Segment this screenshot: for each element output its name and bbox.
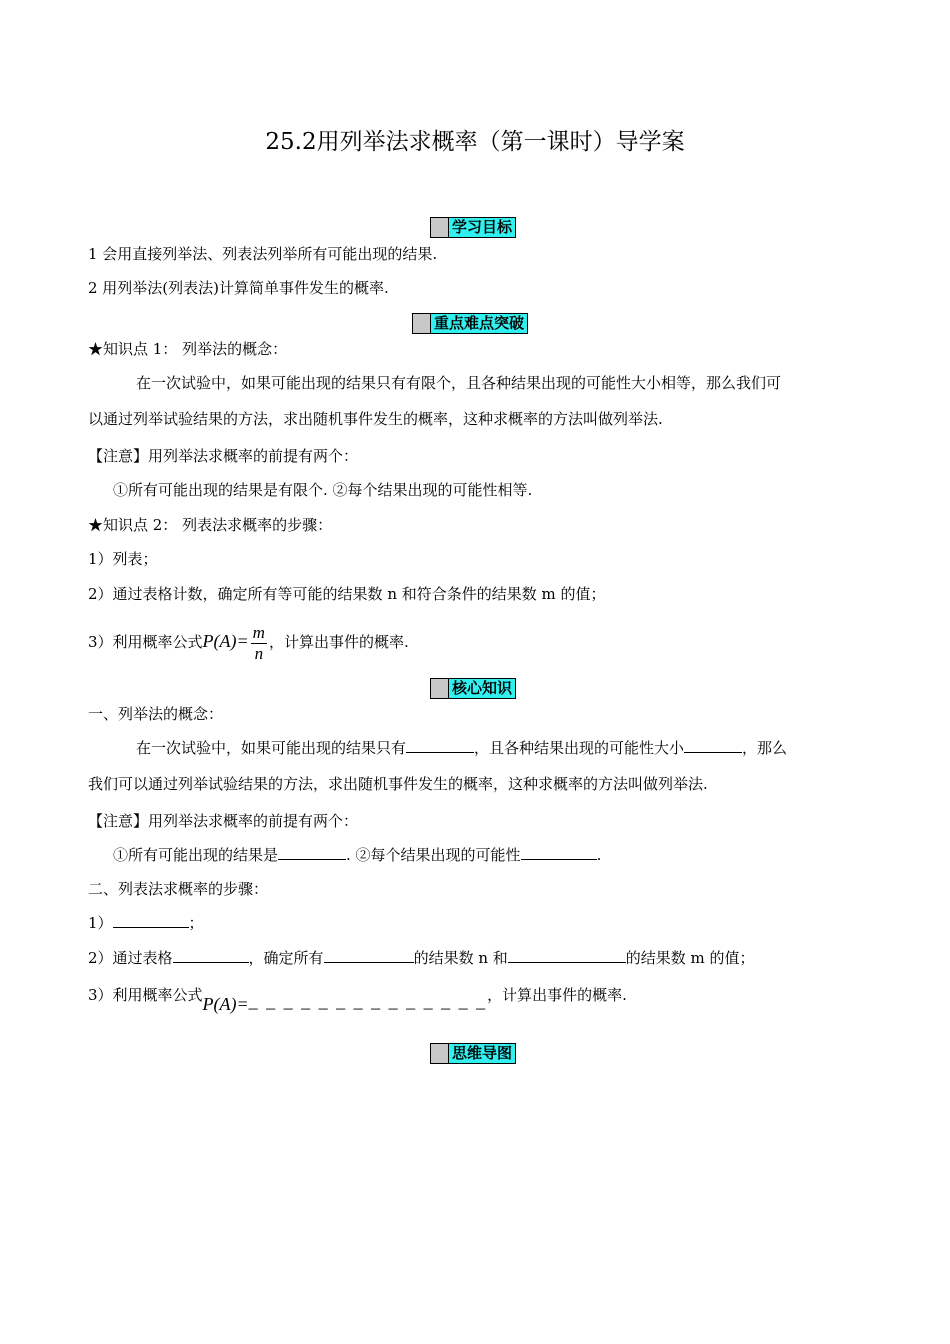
core-heading-2: 二、列表法求概率的步骤： — [88, 880, 269, 898]
formula-lhs: P(A)= — [202, 631, 249, 651]
text-segment: 1） — [88, 914, 113, 932]
section-header-core — [430, 678, 516, 699]
blank-field — [521, 845, 597, 860]
step-3 — [88, 620, 409, 664]
blank-field — [278, 845, 346, 860]
step-1: 1）列表； — [88, 550, 158, 568]
step-2: 2）通过表格计数，确定所有等可能的结果数 n 和符合条件的结果数 m 的值； — [88, 585, 606, 603]
page-title: 25.2用列举法求概率（第一课时）导学案 — [265, 129, 685, 155]
text-segment: ，那么 — [742, 739, 788, 757]
core-note-heading: 【注意】用列举法求概率的前提有两个： — [88, 812, 359, 830]
core-paragraph-line — [136, 738, 787, 758]
paragraph-line: 在一次试验中，如果可能出现的结果只有有限个，且各种结果出现的可能性大小相等，那么我们可 — [136, 374, 782, 392]
section-label: 思维导图 — [449, 1044, 515, 1063]
section-marker — [431, 218, 449, 237]
core-step-1 — [88, 913, 204, 933]
text-segment: . — [596, 846, 602, 864]
goal-item-1: 1 会用直接列举法、列表法列举所有可能出现的结果. — [88, 245, 438, 263]
text-segment: ； — [188, 914, 204, 932]
section-header-mindmap — [430, 1043, 516, 1064]
text-segment: ①所有可能出现的结果是 — [113, 846, 279, 864]
text-segment: 3）利用概率公式 — [88, 986, 203, 1004]
section-marker — [431, 679, 449, 698]
section-header-key — [412, 313, 528, 334]
fraction-numerator: m — [252, 622, 265, 642]
step-3-prefix: 3）利用概率公式 — [88, 633, 203, 651]
text-segment: 的结果数 n 和 — [413, 949, 508, 967]
section-header-goals — [430, 217, 516, 238]
text-segment: 在一次试验中，如果可能出现的结果只有 — [136, 739, 407, 757]
text-segment: 2）通过表格 — [88, 949, 173, 967]
core-step-3 — [88, 985, 627, 1014]
blank-field — [406, 738, 474, 753]
blank-field — [324, 948, 414, 963]
fraction-denominator: n — [254, 643, 264, 663]
section-marker — [413, 314, 431, 333]
text-segment: ，且各种结果出现的可能性大小 — [474, 739, 685, 757]
formula-blank: _ _ _ _ _ _ _ _ _ _ _ _ _ _ — [248, 991, 488, 1011]
section-label: 学习目标 — [449, 218, 515, 237]
note-items: ①所有可能出现的结果是有限个. ②每个结果出现的可能性相等. — [113, 481, 533, 499]
text-segment: ，确定所有 — [248, 949, 324, 967]
core-heading-1: 一、列举法的概念： — [88, 705, 224, 723]
blank-field — [684, 738, 742, 753]
section-label: 重点难点突破 — [431, 314, 527, 333]
knowledge-point-1: ★知识点 1： 列举法的概念： — [88, 340, 288, 358]
note-heading: 【注意】用列举法求概率的前提有两个： — [88, 447, 359, 465]
fraction — [251, 623, 267, 664]
core-note-items — [113, 845, 601, 865]
goal-item-2: 2 用列举法(列表法)计算简单事件发生的概率. — [88, 279, 389, 297]
paragraph-line: 以通过列举试验结果的方法，求出随机事件发生的概率，这种求概率的方法叫做列举法. — [88, 410, 663, 428]
blank-field — [508, 948, 626, 963]
section-marker — [431, 1044, 449, 1063]
blank-field — [113, 913, 189, 928]
knowledge-point-2: ★知识点 2： 列表法求概率的步骤： — [88, 516, 333, 534]
step-3-suffix: ，计算出事件的概率. — [268, 633, 409, 651]
text-segment: ，计算出事件的概率. — [487, 986, 627, 1004]
core-paragraph-line: 我们可以通过列举试验结果的方法，求出随机事件发生的概率，这种求概率的方法叫做列举法. — [88, 775, 708, 793]
formula-lhs: P(A)= — [202, 994, 249, 1014]
core-step-2 — [88, 948, 755, 968]
blank-field — [173, 948, 249, 963]
section-label: 核心知识 — [449, 679, 515, 698]
text-segment: 的结果数 m 的值； — [625, 949, 755, 967]
text-segment: . ②每个结果出现的可能性 — [346, 846, 521, 864]
